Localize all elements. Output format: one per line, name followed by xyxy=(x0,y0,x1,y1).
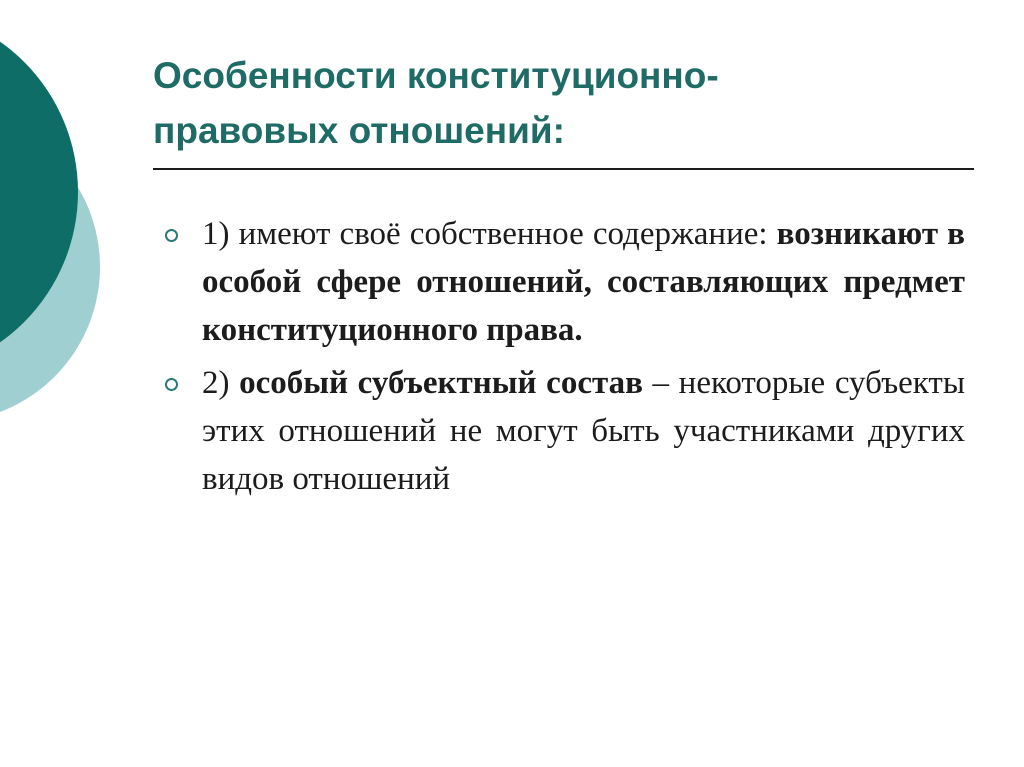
bullet-1-emphasis: возникают в особой сфере отношений, составляющих предмет конституционного права. xyxy=(202,216,965,348)
bullet-2-suffix: – некоторые субъекты этих отношений не могут быть участниками других видов отношений xyxy=(202,365,965,497)
bullet-item-1 xyxy=(165,210,965,354)
bullet-1-prefix: 1) имеют своё собственное содержание: xyxy=(202,216,777,252)
bullet-2-prefix: 2) xyxy=(202,365,240,401)
hollow-circle-icon xyxy=(165,378,178,391)
slide-title xyxy=(153,48,913,158)
bullet-2-emphasis: особый субъектный состав xyxy=(239,365,643,401)
bullet-list xyxy=(165,210,965,508)
title-divider xyxy=(153,168,974,170)
slide-title-line-1: Особенности конституционно- xyxy=(153,55,719,96)
slide-title-line-2: правовых отношений: xyxy=(153,110,565,151)
hollow-circle-icon xyxy=(165,229,178,242)
bullet-item-2 xyxy=(165,359,965,503)
